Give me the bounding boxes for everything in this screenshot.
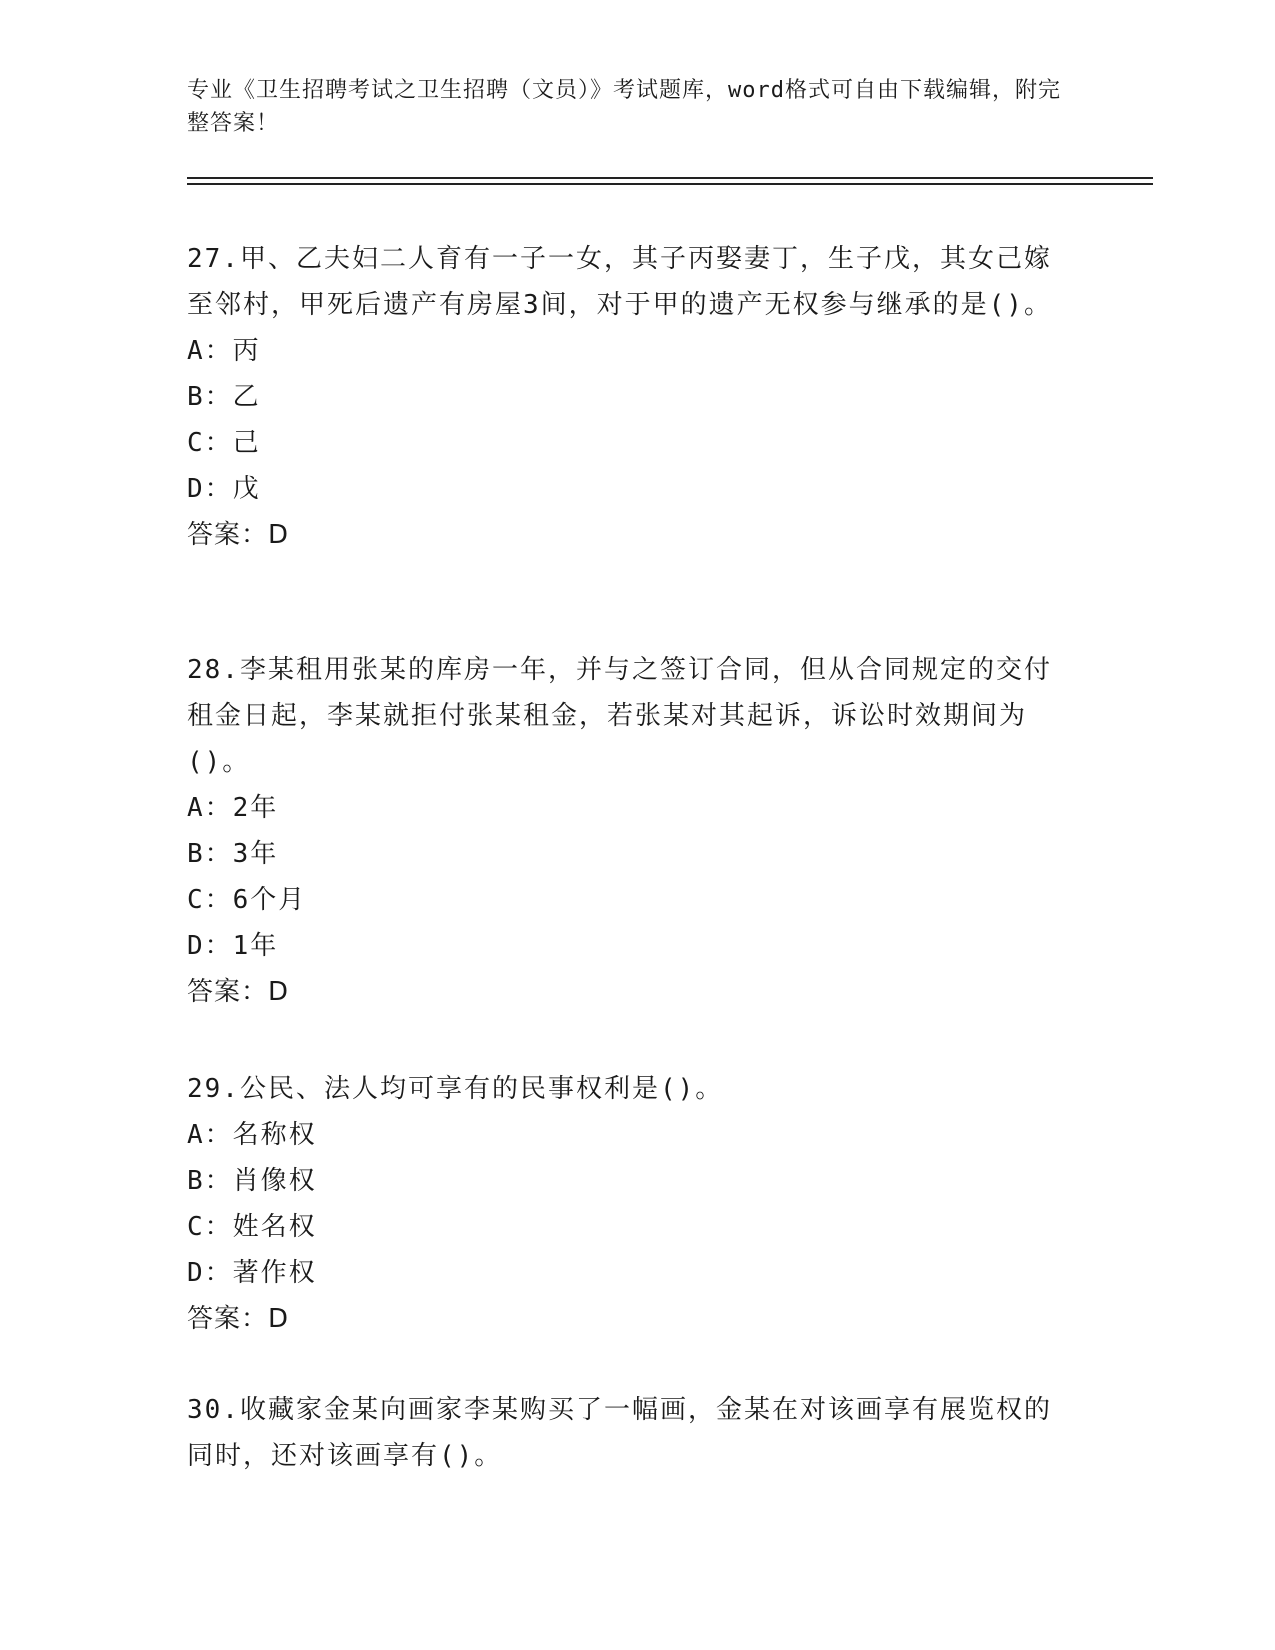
- option-d: D：1年: [187, 931, 279, 961]
- question-text: 28.李某租用张某的库房一年，并与之签订合同，但从合同规定的交付租金日起，李某就拒付张某租金，若张某对其起诉，诉讼时效期间为()。: [187, 655, 1052, 777]
- answer-line: 答案：D: [187, 1304, 290, 1334]
- option-d: D：戊: [187, 474, 261, 504]
- answer-line: 答案：D: [187, 977, 290, 1007]
- option-a: A：丙: [187, 336, 261, 366]
- option-a: A：名称权: [187, 1120, 317, 1150]
- option-b: B：肖像权: [187, 1166, 317, 1196]
- option-a: A：2年: [187, 793, 279, 823]
- option-c: C：6个月: [187, 885, 307, 915]
- question-27: [187, 236, 1067, 558]
- question-30: [187, 1387, 1067, 1479]
- question-text: 27.甲、乙夫妇二人育有一子一女，其子丙娶妻丁，生子戊，其女己嫁至邻村，甲死后遗产有房屋3间，对于甲的遗产无权参与继承的是()。: [187, 244, 1052, 320]
- option-c: C：姓名权: [187, 1212, 317, 1242]
- question-text: 30.收藏家金某向画家李某购买了一幅画，金某在对该画享有展览权的同时，还对该画享有()。: [187, 1395, 1052, 1471]
- question-text: 29.公民、法人均可享有的民事权利是()。: [187, 1074, 724, 1104]
- question-29: [187, 1066, 1067, 1342]
- option-b: B：乙: [187, 382, 261, 412]
- option-b: B：3年: [187, 839, 279, 869]
- option-c: C：己: [187, 428, 261, 458]
- answer-line: 答案：D: [187, 520, 290, 550]
- document-header: 专业《卫生招聘考试之卫生招聘（文员）》考试题库，word格式可自由下载编辑，附完整答案！: [187, 78, 1061, 136]
- header-divider-top: [187, 177, 1153, 179]
- option-d: D：著作权: [187, 1258, 317, 1288]
- question-28: [187, 647, 1067, 1015]
- header-divider-bottom: [187, 183, 1153, 185]
